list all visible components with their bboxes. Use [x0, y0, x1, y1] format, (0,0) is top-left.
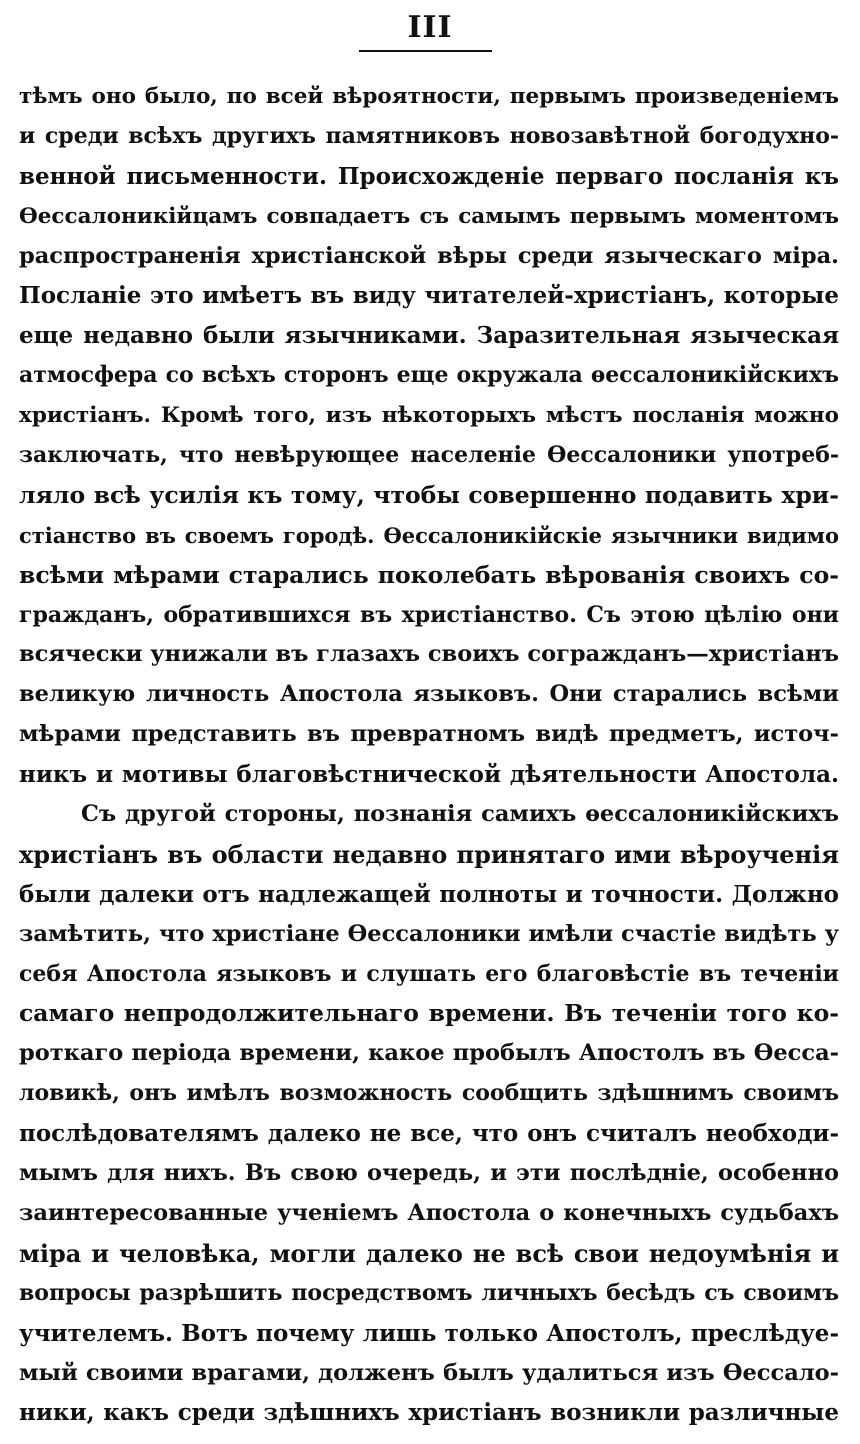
page-body-text: [19, 77, 839, 1433]
text-line: ники, какъ среди здѣшнихъ христіанъ возникли различные: [19, 1399, 839, 1427]
text-line: Съ другой стороны, познанія самихъ ѳессалоникійскихъ: [81, 801, 839, 828]
header-rule: [359, 50, 492, 52]
text-line: Ѳессалоникійцамъ совпадаетъ съ самымъ первымъ моментомъ: [19, 203, 839, 229]
text-line: вопросы разрѣшить посредствомъ личныхъ бесѣдъ съ своимъ: [19, 1279, 839, 1306]
text-line: всѣми мѣрами старались поколебать вѣрованія своихъ со-: [19, 560, 839, 589]
text-line: мѣрами представить въ превратномъ видѣ предметъ, источ-: [19, 721, 839, 748]
text-line: послѣдователямъ далеко не все, что онъ считалъ необходи-: [19, 1120, 839, 1148]
text-line: тѣмъ оно было, по всей вѣроятности, первымъ произведеніемъ: [19, 84, 839, 109]
text-line: всячески унижали въ глазахъ своихъ согражданъ—христіанъ: [19, 641, 839, 668]
text-line: ловикѣ, онъ имѣлъ возможность сообщить здѣшнимъ своимъ: [19, 1080, 839, 1107]
text-line: и среди всѣхъ другихъ памятниковъ новозавѣтной богодухно-: [19, 122, 839, 149]
text-line: гражданъ, обратившихся въ христіанство. Съ этою цѣлію они: [19, 601, 839, 628]
text-line: міра и человѣка, могли далеко не всѣ свои недоумѣнія и: [19, 1238, 839, 1268]
text-line: венной письменности. Происхожденіе перваго посланія къ: [19, 162, 839, 190]
text-line: роткаго періода времени, какое пробылъ Апостолъ въ Ѳесса-: [19, 1040, 839, 1067]
text-line: стіанство въ своемъ городѣ. Ѳессалоникійскіе язычники видимо: [19, 522, 839, 548]
page-number: III: [407, 10, 453, 45]
text-line: мый своими врагами, долженъ былъ удалиться изъ Ѳессало-: [19, 1359, 839, 1386]
text-line: великую личность Апостола языковъ. Они старались всѣми: [19, 681, 839, 708]
text-line: атмосфера со всѣхъ сторонъ еще окружала ѳессалоникійскихъ: [19, 362, 839, 389]
text-line: мымъ для нихъ. Въ свою очередь, и эти послѣдніе, особенно: [19, 1160, 839, 1187]
text-line: еще недавно были язычниками. Заразительная языческая: [19, 322, 839, 350]
text-line: учителемъ. Вотъ почему лишь только Апостолъ, преслѣдуе-: [19, 1319, 839, 1347]
text-line: себя Апостола языковъ и слушать его благовѣстіе въ теченіи: [19, 960, 839, 987]
text-line: ляло всѣ усилія къ тому, чтобы совершенно подавить хри-: [19, 480, 839, 509]
text-line: были далеки отъ надлежащей полноты и точности. Должно: [19, 880, 839, 908]
text-line: христіанъ. Кромѣ того, изъ нѣкоторыхъ мѣстъ посланія можно: [19, 403, 839, 429]
text-line: заинтересованные ученіемъ Апостола о конечныхъ судьбахъ: [19, 1199, 839, 1226]
page-header: [0, 8, 860, 48]
text-line: самаго непродолжительнаго времени. Въ теченіи того ко-: [19, 999, 839, 1028]
text-line: замѣтить, что христіане Ѳессалоники имѣли счастіе видѣть у: [19, 920, 839, 947]
text-line: заключать, что невѣрующее населеніе Ѳессалоники употреб-: [19, 442, 839, 469]
text-line: христіанъ въ области недавно принятаго ими вѣроученія: [19, 839, 839, 869]
text-line: никъ и мотивы благовѣстнической дѣятельности Апостола.: [19, 761, 839, 789]
text-line: распространенія христіанской вѣры среди языческаго міра.: [19, 242, 839, 269]
text-line: Посланіе это имѣетъ въ виду читателей-христіанъ, которые: [19, 282, 839, 310]
